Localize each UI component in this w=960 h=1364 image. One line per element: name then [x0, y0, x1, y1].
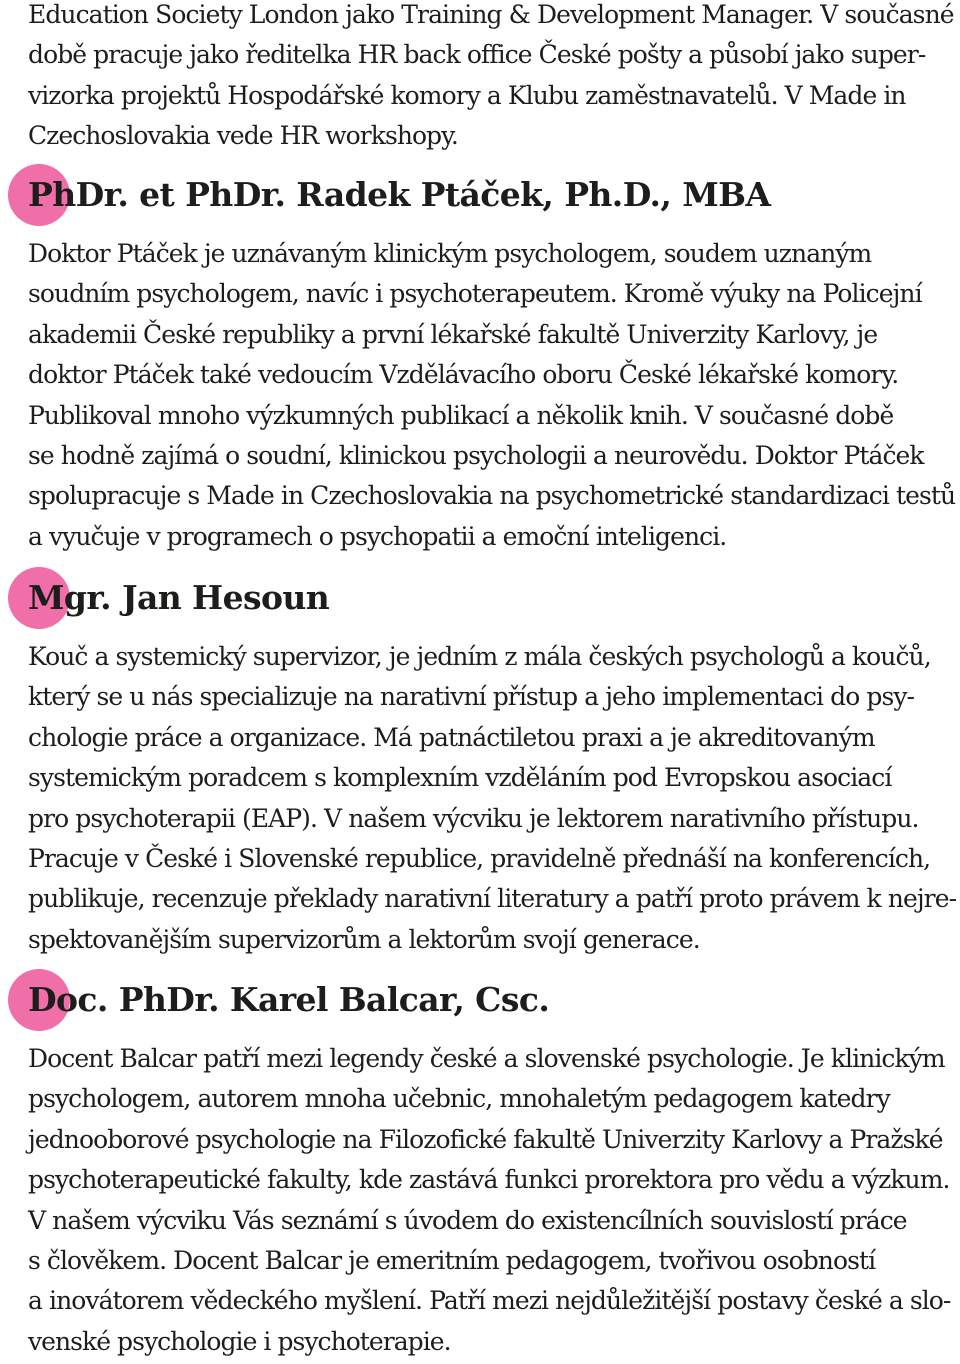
- person-bio: [28, 234, 960, 557]
- text-line: vizorka projektů Hospodářské komory a Klubu zaměstnavatelů. V Made in: [28, 80, 906, 110]
- text-line: soudním psychologem, navíc i psychoterapeutem. Kromě výuky na Policejní: [28, 279, 922, 309]
- text-line: Docent Balcar patří mezi legendy české a slovenské psychologie. Je klinickým: [28, 1044, 945, 1073]
- text-line: a vyučuje v programech o psychopatii a emoční inteligenci.: [28, 521, 727, 551]
- text-line: akademii České republiky a první lékařské fakultě Univerzity Karlovy, je: [28, 319, 878, 349]
- text-line: pro psychoterapii (EAP). V našem výcviku je lektorem narativního přístupu.: [28, 803, 919, 833]
- person-name-heading: Mgr. Jan Hesoun: [28, 578, 330, 617]
- text-line: psychoterapeutické fakulty, kde zastává funkci prorektora pro vědu a výzkum.: [28, 1165, 950, 1195]
- text-line: Education Society London jako Training & Development Manager. V současné: [28, 0, 954, 29]
- text-line: jednooborové psychologie na Filozofické fakultě Univerzity Karlovy a Pražské: [28, 1124, 943, 1154]
- person-bio: [28, 1039, 960, 1362]
- text-line: době pracuje jako ředitelka HR back office České pošty a působí jako super-: [28, 40, 926, 70]
- text-line: systemickým poradcem s komplexním vzděláním pod Evropskou asociací: [28, 763, 892, 793]
- text-line: Kouč a systemický supervizor, je jedním z mála českých psychologů a koučů,: [28, 642, 931, 671]
- text-line: chologie práce a organizace. Má patnáctiletou praxi a je akreditovaným: [28, 722, 875, 752]
- text-line: s člověkem. Docent Balcar je emeritním pedagogem, tvořivou osobností: [28, 1246, 876, 1276]
- text-line: Doktor Ptáček je uznávaným klinickým psychologem, soudem uznaným: [28, 239, 872, 268]
- text-line: psychologem, autorem mnoha učebnic, mnohaletým pedagogem katedry: [28, 1084, 890, 1114]
- intro-paragraph: [28, 0, 960, 157]
- person-name-heading: Doc. PhDr. Karel Balcar, Csc.: [28, 980, 550, 1019]
- text-line: spektovanějším supervizorům a lektorům svojí generace.: [28, 924, 700, 954]
- text-line: publikuje, recenzuje překlady narativní literatury a patří proto právem k nejre-: [28, 884, 957, 914]
- person-name-heading: PhDr. et PhDr. Radek Ptáček, Ph.D., MBA: [28, 175, 771, 214]
- text-line: doktor Ptáček také vedoucím Vzdělávacího oboru České lékařské komory.: [28, 360, 899, 390]
- text-line: se hodně zajímá o soudní, klinickou psychologii a neurovědu. Doktor Ptáček: [28, 441, 924, 471]
- text-line: Publikoval mnoho výzkumných publikací a několik knih. V současné době: [28, 400, 894, 430]
- text-line: V našem výcviku Vás seznámí s úvodem do existencílních souvislostí práce: [28, 1205, 907, 1235]
- text-line: spolupracuje s Made in Czechoslovakia na psychometrické standardizaci testů: [28, 481, 956, 511]
- text-line: Czechoslovakia vede HR workshopy.: [28, 121, 458, 151]
- text-line: a inovátorem vědeckého myšlení. Patří mezi nejdůležitější postavy české a slo-: [28, 1286, 951, 1316]
- text-line: který se u nás specializuje na narativní přístup a jeho implementaci do psy-: [28, 682, 915, 712]
- text-line: Pracuje v České i Slovenské republice, pravidelně přednáší na konferencích,: [28, 844, 931, 874]
- text-line: venské psychologie i psychoterapie.: [28, 1326, 451, 1356]
- person-bio: [28, 637, 960, 960]
